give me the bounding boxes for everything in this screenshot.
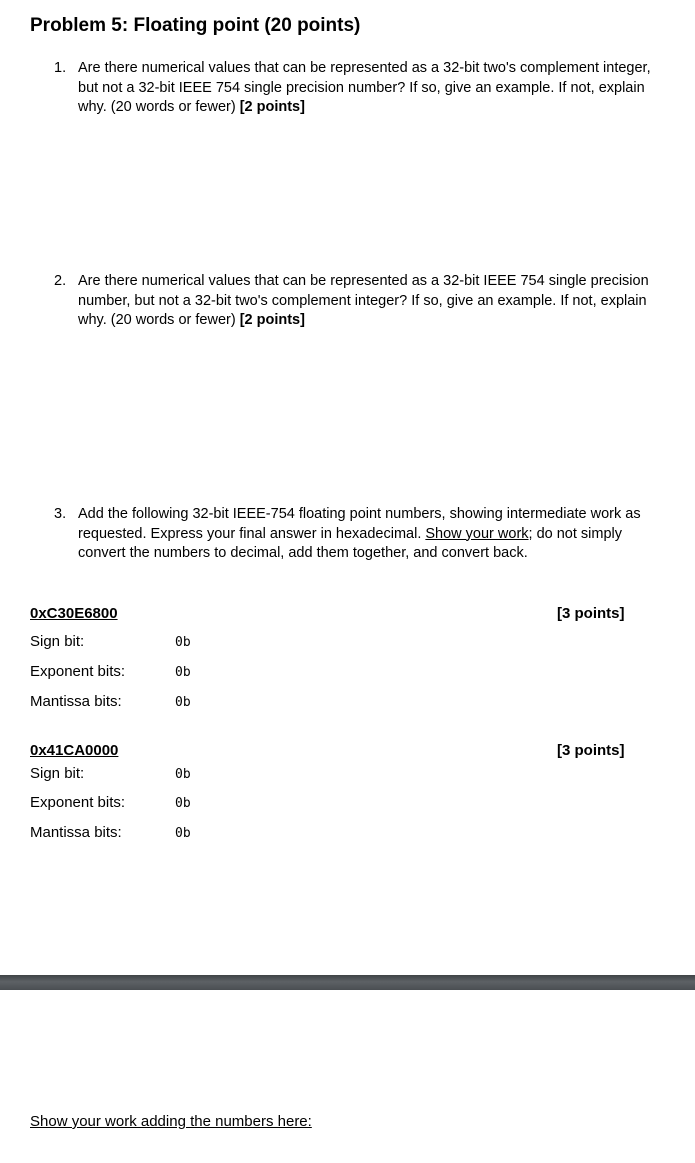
exponent-bits-field[interactable]: 0b bbox=[175, 665, 191, 680]
hex-value: 0x41CA0000 bbox=[30, 742, 119, 759]
sign-bit-label: Sign bit: bbox=[30, 765, 85, 782]
question-2 bbox=[54, 272, 666, 331]
points-label: [3 points] bbox=[557, 605, 625, 622]
mantissa-bits-field[interactable]: 0b bbox=[175, 695, 191, 710]
question-text: Are there numerical values that can be represented as a 32-bit two's complement integer, but not a 32-bit IEEE 754 single precision number? If so, give an example. If not, explain why. (20 words or fewer) [2 points] bbox=[78, 60, 651, 115]
question-points: [2 points] bbox=[239, 312, 305, 328]
mantissa-bits-label: Mantissa bits: bbox=[30, 824, 122, 841]
points-label: [3 points] bbox=[557, 742, 625, 759]
sign-bit-label: Sign bit: bbox=[30, 633, 85, 650]
show-your-work-emphasis: Show your work bbox=[425, 525, 529, 542]
sign-bit-field[interactable]: 0b bbox=[175, 635, 191, 650]
page-title: Problem 5: Floating point (20 points) bbox=[30, 15, 361, 36]
show-work-heading: Show your work adding the numbers here: bbox=[30, 1113, 312, 1130]
question-1 bbox=[54, 59, 666, 118]
question-text: Are there numerical values that can be represented as a 32-bit IEEE 754 single precision number, but not a 32-bit two's complement integer? If so, give an example. If not, explain why. (20 words or fewer) [2 points] bbox=[78, 273, 649, 328]
mantissa-bits-label: Mantissa bits: bbox=[30, 693, 122, 710]
question-number: 3. bbox=[54, 506, 67, 522]
question-3 bbox=[54, 505, 666, 564]
question-number: 2. bbox=[54, 273, 67, 289]
page-break-divider bbox=[0, 975, 695, 990]
question-text: Add the following 32-bit IEEE-754 floating point numbers, showing intermediate work as requested. Express your final answer in hexadecimal. Show your work; do not simply convert the numbers to decimal, add them together, and convert back. bbox=[78, 506, 641, 561]
exponent-bits-field[interactable]: 0b bbox=[175, 796, 191, 811]
sign-bit-field[interactable]: 0b bbox=[175, 767, 191, 782]
exponent-bits-label: Exponent bits: bbox=[30, 794, 126, 811]
question-number: 1. bbox=[54, 60, 67, 76]
question-points: [2 points] bbox=[239, 99, 305, 115]
mantissa-bits-field[interactable]: 0b bbox=[175, 826, 191, 841]
hex-value: 0xC30E6800 bbox=[30, 605, 118, 622]
exponent-bits-label: Exponent bits: bbox=[30, 663, 126, 680]
